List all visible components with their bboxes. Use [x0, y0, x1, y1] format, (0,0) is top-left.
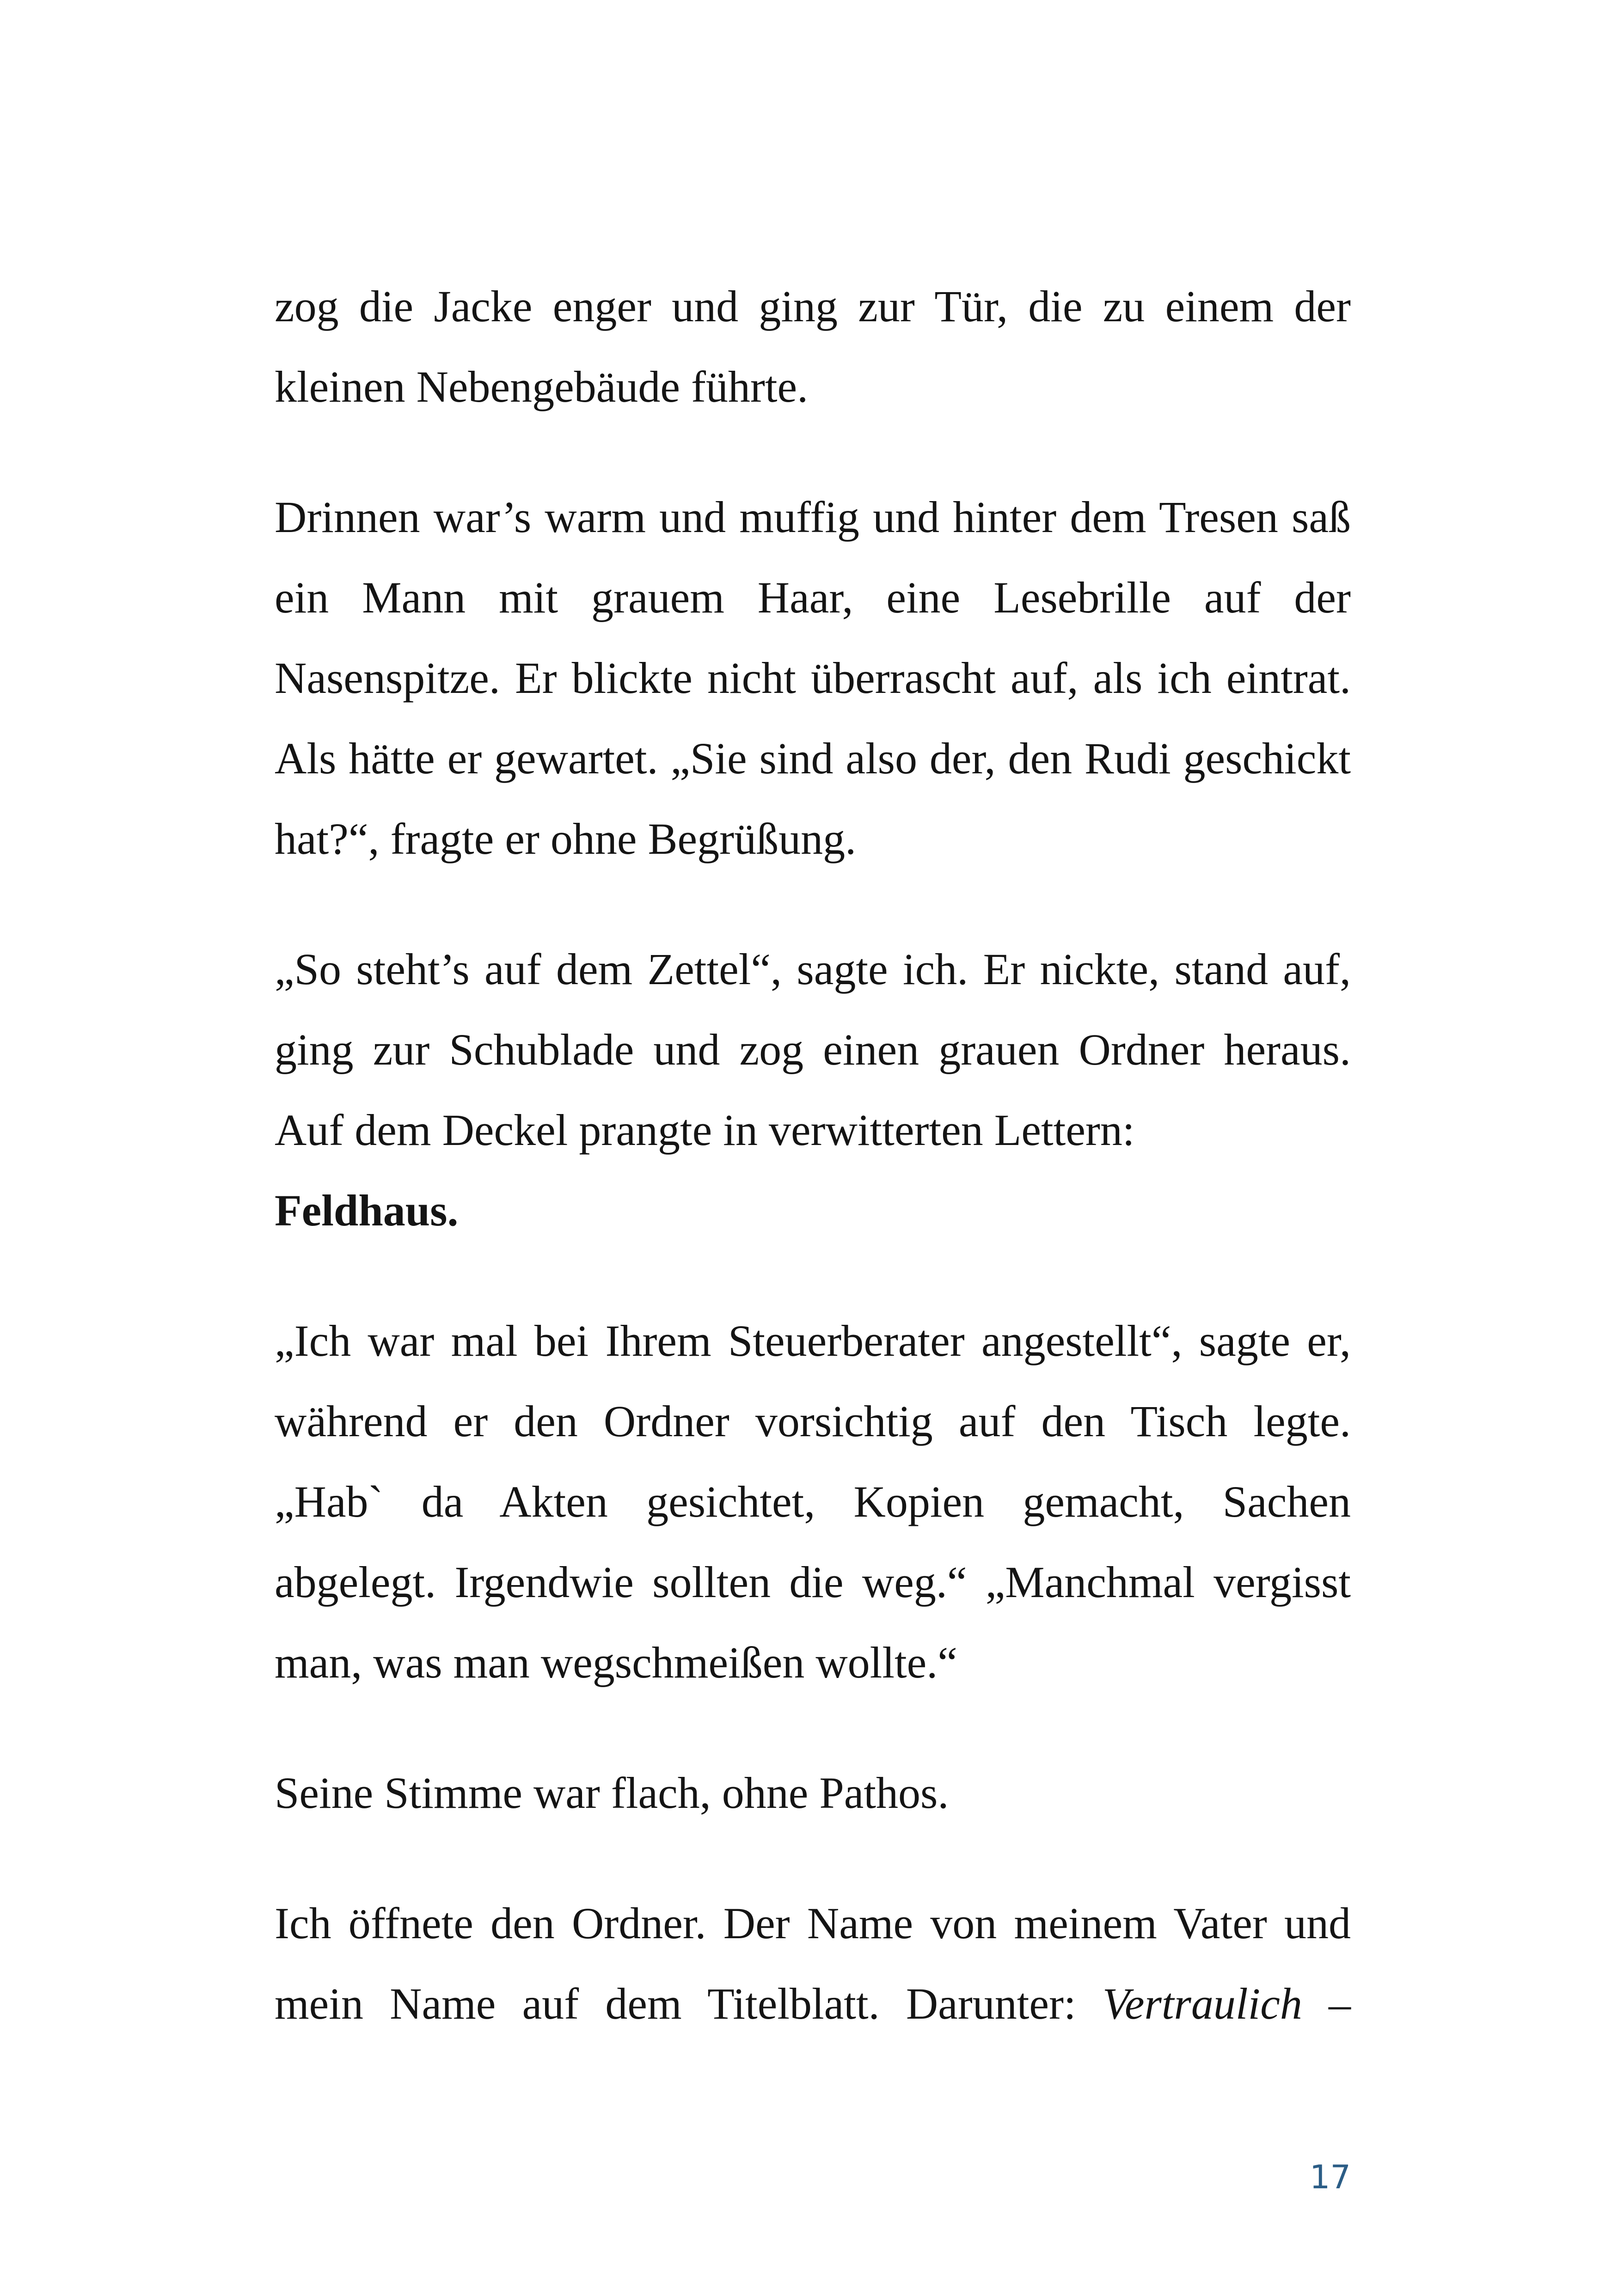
paragraph-3-bold: Feldhaus.: [275, 1186, 459, 1235]
paragraph-5-text: Seine Stimme war flach, ohne Pathos.: [275, 1768, 949, 1818]
paragraph-6-italic: Vertraulich: [1102, 1979, 1302, 2028]
paragraph-2-text: Drinnen war’s warm und muffig und hinter dem Tresen saß ein Mann mit grauem Haar, eine Lesebrille auf der Nasenspitze. Er blickte nicht überrascht auf, als ich eintrat. Als hätte er gewartet. „Sie sind also der, den Rudi geschickt hat?“, fragte er ohne Begrüßung.: [275, 492, 1351, 863]
paragraph-6: [275, 1883, 1351, 2044]
paragraph-4: [275, 1301, 1351, 1703]
paragraph-4-text: „Ich war mal bei Ihrem Steuerberater angestellt“, sagte er, während er den Ordner vorsichtig auf den Tisch legte. „Hab` da Akten gesichtet, Kopien gemacht, Sachen abgelegt. Irgendwie sollten die weg.“ „Manchmal vergisst man, was man wegschmeißen wollte.“: [275, 1316, 1351, 1687]
paragraph-3: [275, 929, 1351, 1251]
page-number: 17: [1309, 2158, 1351, 2196]
paragraph-1-text: zog die Jacke enger und ging zur Tür, die zu einem der kleinen Nebengebäude führte.: [275, 282, 1351, 411]
paragraph-1: [275, 266, 1351, 427]
paragraph-2: [275, 477, 1351, 879]
paragraph-6-text: Ich öffnete den Ordner. Der Name von meinem Vater und mein Name auf dem Titelblatt. Darunter:: [275, 1898, 1351, 2028]
paragraph-6-dash: –: [1329, 1979, 1351, 2028]
body-text: [275, 266, 1351, 2094]
paragraph-5: [275, 1753, 1351, 1833]
paragraph-3-text: „So steht’s auf dem Zettel“, sagte ich. Er nickte, stand auf, ging zur Schublade und zog einen grauen Ordner heraus. Auf dem Deckel prangte in verwitterten Lettern:: [275, 944, 1351, 1155]
